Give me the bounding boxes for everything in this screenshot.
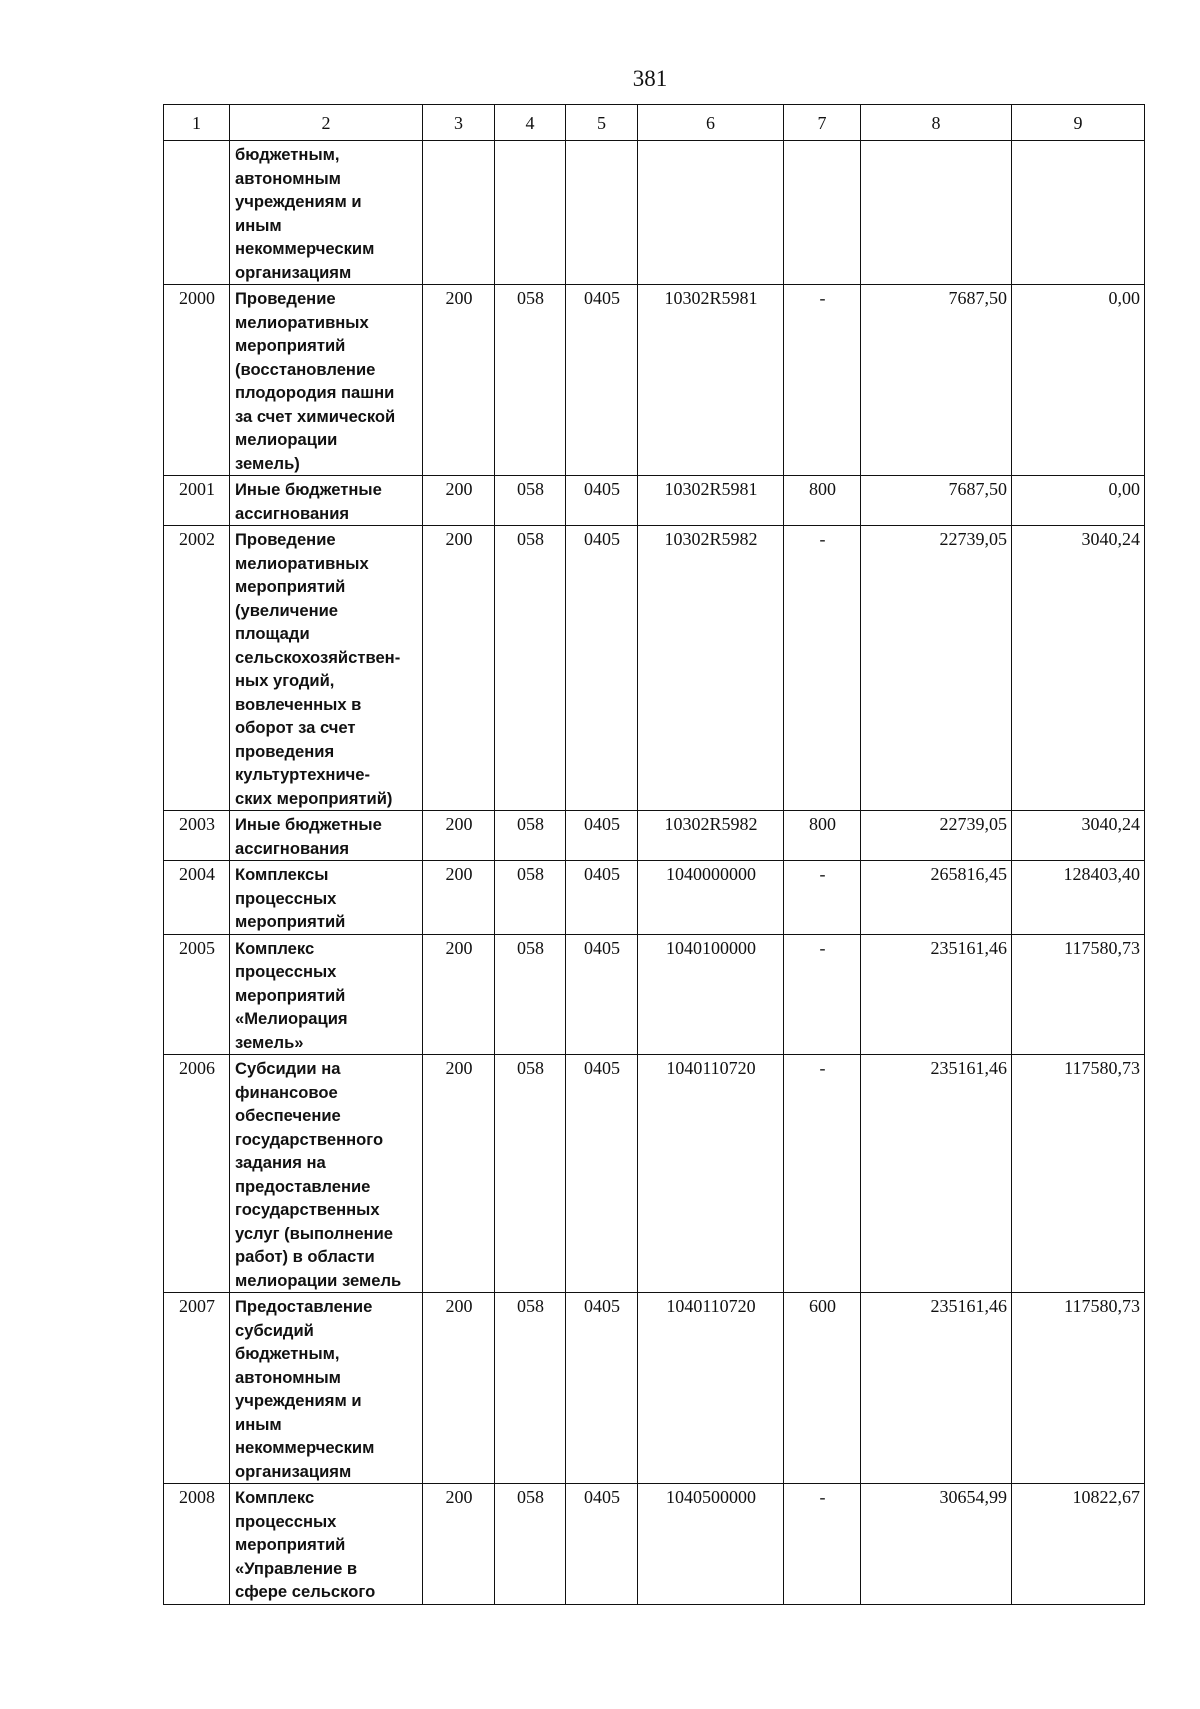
cell-col-3: 200 [423, 1055, 495, 1293]
row-name-cell: Комплекс процессных мероприятий «Мелиорация земель» [230, 934, 423, 1055]
cell-col-3: 200 [423, 811, 495, 861]
row-name-cell: Иные бюджетные ассигнования [230, 811, 423, 861]
cell-col-8: 22739,05 [861, 526, 1012, 811]
cell-col-7 [784, 141, 861, 285]
row-code-cell: 2003 [164, 811, 230, 861]
cell-col-5 [566, 141, 638, 285]
cell-col-7: 800 [784, 811, 861, 861]
column-header: 6 [638, 105, 784, 141]
cell-col-4: 058 [495, 1293, 566, 1484]
row-code-cell: 2005 [164, 934, 230, 1055]
cell-col-4: 058 [495, 1055, 566, 1293]
table-body [164, 141, 1145, 1605]
column-header: 9 [1012, 105, 1145, 141]
cell-col-3: 200 [423, 1484, 495, 1605]
cell-col-3: 200 [423, 476, 495, 526]
cell-col-9: 3040,24 [1012, 811, 1145, 861]
cell-col-7: 600 [784, 1293, 861, 1484]
cell-col-8: 7687,50 [861, 285, 1012, 476]
cell-col-6: 1040500000 [638, 1484, 784, 1605]
cell-col-6: 10302R5982 [638, 811, 784, 861]
cell-col-3: 200 [423, 1293, 495, 1484]
cell-col-7: - [784, 861, 861, 935]
cell-col-9: 117580,73 [1012, 1055, 1145, 1293]
column-header: 8 [861, 105, 1012, 141]
cell-col-9: 10822,67 [1012, 1484, 1145, 1605]
cell-col-7: - [784, 1484, 861, 1605]
column-header: 4 [495, 105, 566, 141]
cell-col-9: 0,00 [1012, 476, 1145, 526]
row-code-cell: 2004 [164, 861, 230, 935]
table-row [164, 1293, 1145, 1484]
row-name-cell: Предоставление субсидий бюджетным, автономным учреждениям и иным некоммерческим организациям [230, 1293, 423, 1484]
cell-col-8: 235161,46 [861, 1055, 1012, 1293]
row-code-cell: 2002 [164, 526, 230, 811]
cell-col-4: 058 [495, 861, 566, 935]
cell-col-9: 128403,40 [1012, 861, 1145, 935]
row-code-cell: 2001 [164, 476, 230, 526]
cell-col-5: 0405 [566, 1055, 638, 1293]
table-row [164, 141, 1145, 285]
cell-col-8: 235161,46 [861, 934, 1012, 1055]
cell-col-8: 30654,99 [861, 1484, 1012, 1605]
column-header: 7 [784, 105, 861, 141]
cell-col-5: 0405 [566, 1484, 638, 1605]
cell-col-9 [1012, 141, 1145, 285]
table-row [164, 285, 1145, 476]
cell-col-6: 1040110720 [638, 1293, 784, 1484]
cell-col-3: 200 [423, 861, 495, 935]
table-row [164, 811, 1145, 861]
cell-col-4: 058 [495, 1484, 566, 1605]
cell-col-6: 10302R5982 [638, 526, 784, 811]
table-row [164, 1055, 1145, 1293]
column-header: 3 [423, 105, 495, 141]
cell-col-9: 0,00 [1012, 285, 1145, 476]
cell-col-4: 058 [495, 285, 566, 476]
row-code-cell: 2006 [164, 1055, 230, 1293]
cell-col-7: - [784, 526, 861, 811]
cell-col-3 [423, 141, 495, 285]
cell-col-5: 0405 [566, 285, 638, 476]
row-name-cell: Проведение мелиоративных мероприятий (восстановление плодородия пашни за счет химической мелиорации земель) [230, 285, 423, 476]
cell-col-5: 0405 [566, 811, 638, 861]
cell-col-7: - [784, 285, 861, 476]
table-row [164, 934, 1145, 1055]
cell-col-5: 0405 [566, 934, 638, 1055]
row-code-cell [164, 141, 230, 285]
row-name-cell: Комплексы процессных мероприятий [230, 861, 423, 935]
cell-col-8 [861, 141, 1012, 285]
row-code-cell: 2000 [164, 285, 230, 476]
row-name-cell: бюджетным, автономным учреждениям и иным некоммерческим организациям [230, 141, 423, 285]
row-name-cell: Комплекс процессных мероприятий «Управление в сфере сельского [230, 1484, 423, 1605]
cell-col-8: 7687,50 [861, 476, 1012, 526]
row-name-cell: Субсидии на финансовое обеспечение государственного задания на предоставление государственных услуг (выполнение работ) в области мелиорации земель [230, 1055, 423, 1293]
cell-col-4: 058 [495, 934, 566, 1055]
cell-col-5: 0405 [566, 1293, 638, 1484]
cell-col-9: 3040,24 [1012, 526, 1145, 811]
cell-col-7: 800 [784, 476, 861, 526]
cell-col-3: 200 [423, 934, 495, 1055]
table-row [164, 476, 1145, 526]
cell-col-6: 10302R5981 [638, 285, 784, 476]
cell-col-3: 200 [423, 285, 495, 476]
cell-col-5: 0405 [566, 476, 638, 526]
cell-col-8: 265816,45 [861, 861, 1012, 935]
cell-col-9: 117580,73 [1012, 934, 1145, 1055]
row-code-cell: 2007 [164, 1293, 230, 1484]
table-row [164, 526, 1145, 811]
cell-col-7: - [784, 1055, 861, 1293]
row-name-cell: Иные бюджетные ассигнования [230, 476, 423, 526]
cell-col-8: 235161,46 [861, 1293, 1012, 1484]
cell-col-3: 200 [423, 526, 495, 811]
cell-col-6: 10302R5981 [638, 476, 784, 526]
cell-col-4: 058 [495, 811, 566, 861]
cell-col-6: 1040100000 [638, 934, 784, 1055]
cell-col-6: 1040110720 [638, 1055, 784, 1293]
cell-col-6: 1040000000 [638, 861, 784, 935]
row-code-cell: 2008 [164, 1484, 230, 1605]
column-header: 5 [566, 105, 638, 141]
cell-col-4: 058 [495, 476, 566, 526]
cell-col-5: 0405 [566, 861, 638, 935]
budget-table [163, 104, 1145, 1605]
table-row [164, 861, 1145, 935]
column-header: 1 [164, 105, 230, 141]
cell-col-7: - [784, 934, 861, 1055]
cell-col-4: 058 [495, 526, 566, 811]
cell-col-6 [638, 141, 784, 285]
cell-col-8: 22739,05 [861, 811, 1012, 861]
cell-col-4 [495, 141, 566, 285]
row-name-cell: Проведение мелиоративных мероприятий (увеличение площади сельскохозяйствен- ных угодий, вовлеченных в оборот за счет проведения культуртехниче- ских мероприятий) [230, 526, 423, 811]
table-row [164, 1484, 1145, 1605]
column-header: 2 [230, 105, 423, 141]
cell-col-9: 117580,73 [1012, 1293, 1145, 1484]
header-row [164, 105, 1145, 141]
page-number: 381 [632, 66, 668, 91]
cell-col-5: 0405 [566, 526, 638, 811]
